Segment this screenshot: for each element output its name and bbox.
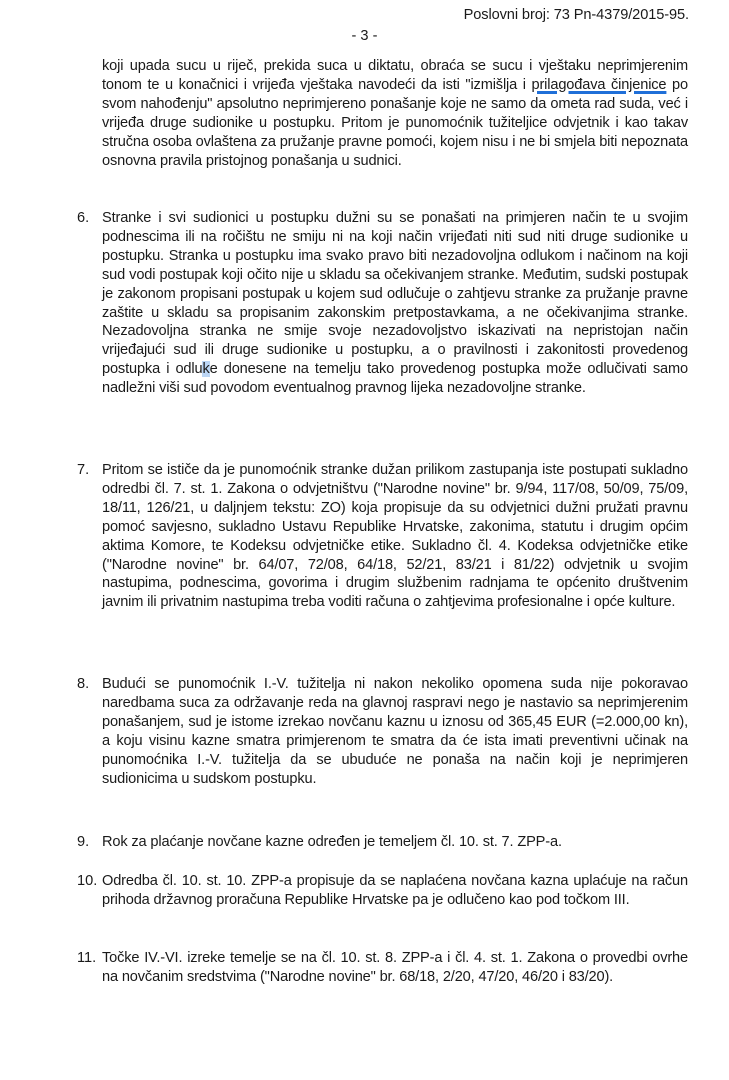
list-item-11	[77, 949, 688, 987]
list-item-8	[77, 675, 688, 788]
item-text: Točke IV.-VI. izreke temelje se na čl. 10. st. 8. ZPP-a i čl. 4. st. 1. Zakona o provedbi ovrhe na novčanim sredstvima ("Narodne novine" br. 68/18, 2/20, 47/20, 46/20 i 83/20).	[102, 950, 688, 985]
intro-text-end: po svom nahođenju" apsolutno neprimjereno ponašanje koje ne samo da ometa rad suda, već i vrijeđa druge sudionike u postupku. Pritom je punomoćnik tužiteljice odvjetnik i kao takav stručna osoba ovlaštena za pružanje pravne pomoći, kojem nisu i ne bi smjela biti nepoznata osnovna pravila pristojnog ponašanja u sudnici.	[102, 76, 688, 169]
list-item-10	[77, 872, 688, 910]
item-number: 6.	[77, 210, 90, 226]
text-cursor-selection[interactable]: k	[202, 361, 210, 378]
item-text: Rok za plaćanje novčane kazne određen je temeljem čl. 10. st. 7. ZPP-a.	[102, 834, 562, 850]
item-number: 7.	[77, 462, 90, 478]
item-number: 8.	[77, 676, 90, 692]
item-number: 9.	[77, 834, 90, 850]
highlighted-phrase[interactable]: prilagođava činjenice	[531, 76, 667, 93]
item-text	[102, 209, 688, 398]
item-number: 11.	[77, 950, 97, 966]
intro-text-start: koji upada sucu u riječ, prekida suca u diktatu, obraća se sucu i vještaku neprimjerenim tonom te u konačnici i vrijeđa vještaka navodeći da isti "izmišlja i	[102, 58, 688, 93]
list-item-6	[77, 209, 688, 398]
item-text-part: Stranke i svi sudionici u postupku dužni su se ponašati na primjeren način te u svojim podnescima ili na ročištu ne smiju ni na koji način vrijeđati niti sud niti druge sudionike u postupku. Stranka u postupku ima svako pravo biti nezadovoljna odlukom i načinom na koji sud vodi postupak koji očito nije u skladu sa očekivanjem stranke. Međutim, sudski postupak je zakonom propisani postupak u kojem sud odlučuje o zahtjevu stranke za pružanje pravne zaštite u skladu sa propisanim zakonskim pretpostavkama, a ne očekivanjima stranke. Nezadovoljna stranka ne smije svoje nezadovoljstvo iskazivati na nepristojan način vrijeđajući sud ili druge sudionike u postupku, a o pravilnosti i zakonitosti provedenog postupka i odlu	[102, 210, 688, 378]
item-text: Odredba čl. 10. st. 10. ZPP-a propisuje da se naplaćena novčana kazna uplaćuje na račun prihoda državnog proračuna Republike Hrvatske pa je odlučeno kao pod točkom III.	[102, 873, 688, 908]
list-item-7	[77, 461, 688, 612]
page-number: - 3 -	[351, 28, 378, 44]
item-number: 10.	[77, 873, 98, 889]
item-text-part: e donesene na temelju tako provedenog postupka može odlučivati samo nadležni viši sud povodom eventualnog pravnog lijeka nezadovoljne stranke.	[102, 361, 688, 397]
item-text: Budući se punomoćnik I.-V. tužitelja ni nakon nekoliko opomena suda nije pokoravao naredbama suca za održavanje reda na glavnoj raspravi nego je nastavio sa neprimjerenim ponašanjem, sud je istome izrekao novčanu kaznu u iznosu od 365,45 EUR (=2.000,00 kn), a koju visinu kazne smatra primjerenom te smatra da će ista imati preventivni učinak na punomoćnika I.-V. tužitelja da se ubuduće ne ponaša na način koji je neprimjeren sudionicima u sudskom postupku.	[102, 676, 688, 787]
list-item-9	[77, 833, 688, 852]
case-number: Poslovni broj: 73 Pn-4379/2015-95.	[463, 7, 689, 23]
item-text: Pritom se ističe da je punomoćnik stranke dužan prilikom zastupanja iste postupati sukladno odredbi čl. 7. st. 1. Zakona o odvjetništvu ("Narodne novine" br. 9/94, 117/08, 50/09, 75/09, 18/11, 126/21, u daljnjem tekstu: ZO) koja propisuje da su odvjetnici dužni pružati pravnu pomoć savjesno, sukladno Ustavu Republike Hrvatske, zakonima, statutu i drugim općim aktima Komore, te Kodeksu odvjetničke etike. Sukladno čl. 4. Kodeksa odvjetničke etike ("Narodne novine" br. 64/07, 72/08, 64/18, 52/21, 83/21 i 81/22) odvjetnik u svojim nastupima, podnescima, govorima i drugim službenim radnjama te općenito društvenim javnim ili privatnim nastupima treba voditi računa o zahtjevima profesionalne i opće kulture.	[102, 462, 688, 611]
intro-paragraph	[102, 57, 688, 170]
